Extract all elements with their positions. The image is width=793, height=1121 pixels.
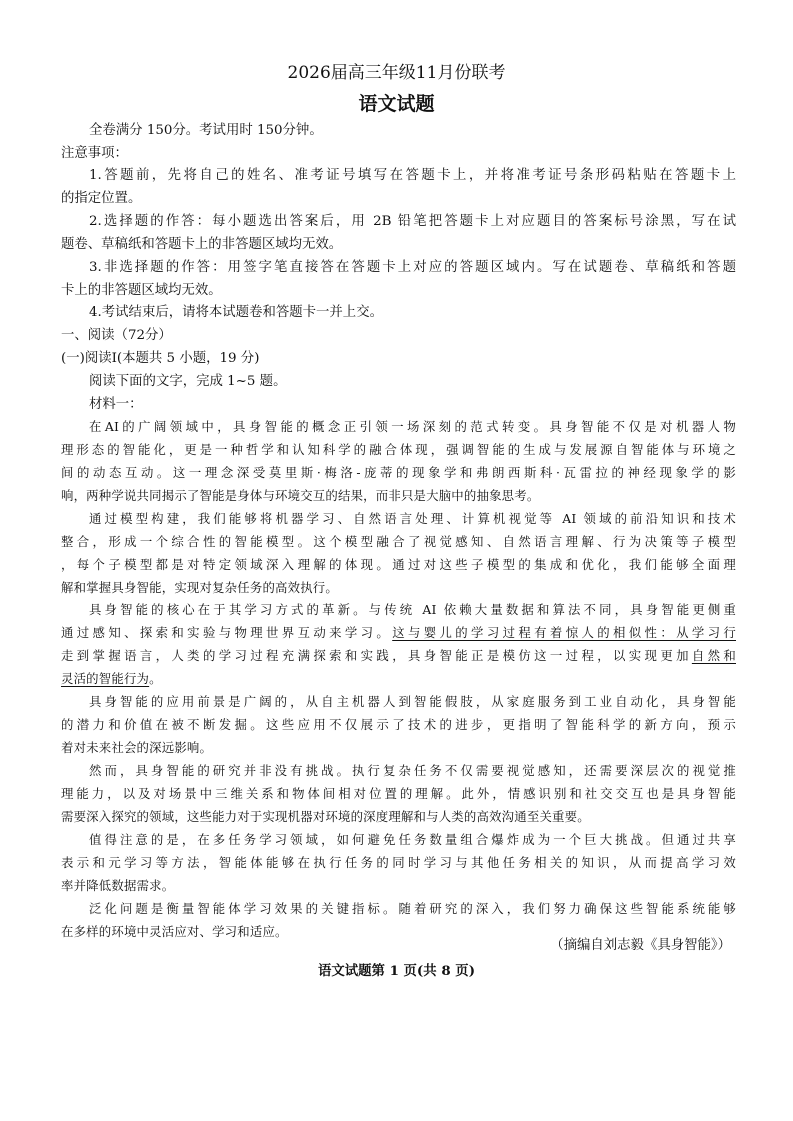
page-footer: 语文试题第 1 页(共 8 页) <box>317 963 476 979</box>
passage-line: 表示和元学习等方法，智能体能够在执行任务的同时学习与其他任务相关的知识，从而提高学习效 <box>61 855 736 870</box>
material-label: 材料一： <box>89 397 143 412</box>
part-heading: 一、阅读（72分） <box>61 328 172 343</box>
passage-line-underlined <box>61 645 736 667</box>
note-1-line-2: 的指定位置。 <box>61 191 142 206</box>
note-3-line-2: 卡上的非答题区域均无效。 <box>61 283 222 298</box>
passage-text: 走到掌握语言，人类的学习过程充满探索和实践，具身智能正是模仿这一过程，以实现更加 <box>61 648 692 663</box>
note-3-line-1: 3.非选择题的作答：用签字笔直接答在答题卡上对应的答题区域内。写在试题卷、草稿纸和答题 <box>89 260 736 275</box>
passage-line: 通过模型构建，我们能够将机器学习、自然语言处理、计算机视觉等 AI 领域的前沿知识和技术 <box>89 511 736 526</box>
note-2-line-2: 题卷、草稿纸和答题卡上的非答题区域均无效。 <box>61 237 343 252</box>
passage-line: 着对未来社会的深远影响。 <box>61 740 213 755</box>
note-4: 4.考试结束后，请将本试题卷和答题卡一并上交。 <box>89 305 383 320</box>
source-citation: （摘编自刘志毅《具身智能》） <box>550 938 731 953</box>
passage-line: 在AI的广阔领域中，具身智能的概念正引领一场深刻的范式转变。具身智能不仅是对机器人物 <box>89 419 736 434</box>
passage-line: 泛化问题是衡量智能体学习效果的关键指标。随着研究的深入，我们努力确保这些智能系统能够 <box>89 901 736 916</box>
subsection-heading: (一)阅读Ⅰ(本题共 5 小题，19 分) <box>61 351 260 366</box>
note-1-line-1: 1.答题前，先将自己的姓名、准考证号填写在答题卡上，并将准考证号条形码粘贴在答题卡上 <box>89 168 736 183</box>
full-score-line: 全卷满分 150分。考试用时 150分钟。 <box>89 123 323 138</box>
directions: 阅读下面的文字，完成 1~5 题。 <box>89 374 287 389</box>
passage-line: 响，两种学说共同揭示了智能是身体与环境交互的结果，而非只是大脑中的抽象思考。 <box>61 488 540 503</box>
passage-line: 然而，具身智能的研究并非没有挑战。执行复杂任务不仅需要视觉感知，还需要深层次的视觉推 <box>89 763 736 778</box>
passage-line-underlined <box>61 622 736 644</box>
passage-text: 。 <box>149 671 162 686</box>
passage-line: 整合，形成一个综合性的智能模型。这个模型融合了视觉感知、自然语言理解、行为决策等子模型 <box>61 534 736 549</box>
passage-line: 需要深入探究的领域，这些能力对于实现机器对环境的深度理解和与人类的高效沟通至关重要。 <box>61 809 590 824</box>
passage-line: 具身智能的应用前景是广阔的，从自主机器人到智能假肢，从家庭服务到工业自动化，具身智能 <box>89 694 736 709</box>
passage-line: 的潜力和价值在被不断发掘。这些应用不仅展示了技术的进步，更指明了智能科学的新方向，预示 <box>61 717 736 732</box>
passage-line: 率并降低数据需求。 <box>61 878 175 893</box>
passage-line: 值得注意的是，在多任务学习领域，如何避免任务数量组合爆炸成为一个巨大挑战。但通过共享 <box>89 832 736 847</box>
subject-title: 语文试题 <box>358 93 435 115</box>
exam-title: 2026届高三年级11月份联考 <box>287 63 506 83</box>
passage-line-underlined <box>61 668 736 690</box>
underlined-phrase: 自然和 <box>691 648 736 663</box>
passage-line: 解和掌握具身智能，实现对复杂任务的高效执行。 <box>61 580 338 595</box>
passage-line: ，每个子模型都是对特定领域深入理解的体现。通过对这些子模型的集成和优化，我们能够全面理 <box>61 557 736 572</box>
passage-line: 间的动态互动。这一理念深受莫里斯·梅洛-庞蒂的现象学和弗朗西斯科·瓦雷拉的神经现象学的影 <box>61 465 736 480</box>
passage-line: 具身智能的核心在于其学习方式的革新。与传统 AI 依赖大量数据和算法不同，具身智能更侧重 <box>89 602 736 617</box>
underlined-phrase: 灵活的智能行为 <box>61 671 150 686</box>
passage-line: 理形态的智能化，更是一种哲学和认知科学的融合体现，强调智能的生成与发展源自智能体与环境之 <box>61 442 736 457</box>
note-2-line-1: 2.选择题的作答：每小题选出答案后，用 2B 铅笔把答题卡上对应题目的答案标号涂黑，写在试 <box>89 214 736 229</box>
notes-heading: 注意事项： <box>61 146 128 161</box>
passage-text: 通过感知、探索和实验与物理世界互动来学习。 <box>61 625 393 640</box>
passage-line: 在多样的环境中灵活应对、学习和适应。 <box>61 924 288 939</box>
underlined-phrase: 这与婴儿的学习过程有着惊人的相似性：从学习行 <box>392 625 736 640</box>
passage-line: 理能力，以及对场景中三维关系和物体间相对位置的理解。此外，情感识别和社交交互也是具身智能 <box>61 786 736 801</box>
